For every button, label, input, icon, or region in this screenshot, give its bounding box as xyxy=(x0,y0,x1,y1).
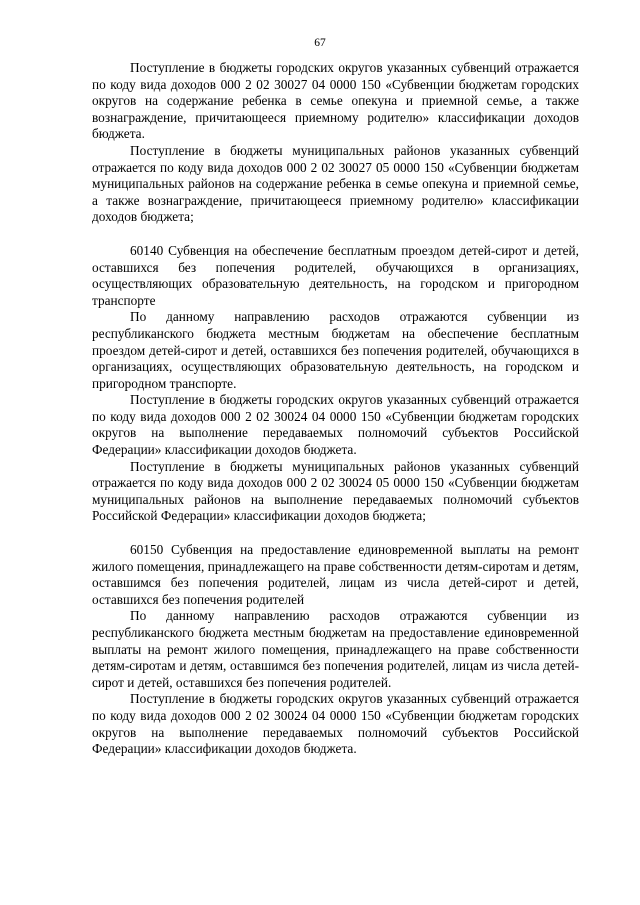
paragraph-spacer xyxy=(92,525,579,542)
paragraph-4: По данному направлению расходов отражаются субвенции из республиканского бюджета местным бюджетам на обеспечение бесплатным проездом детей-сирот и детей, оставшихся без попечения родителей, обучающихся в организациях, осуществляющих образовательную деятельность, на городском и пригородном транспорте. xyxy=(92,309,579,391)
paragraph-8: По данному направлению расходов отражаются субвенции из республиканского бюджета местным бюджетам на предоставление единовременной выплаты на ремонт жилого помещения, принадлежащего на праве собственности детям-сиротам и детям, оставшимся без попечения родителей, лицам из числа детей-сирот и детей, оставшихся без попечения родителей. xyxy=(92,608,579,690)
paragraph-spacer xyxy=(92,226,579,243)
paragraph-2: Поступление в бюджеты муниципальных районов указанных субвенций отражается по коду вида доходов 000 2 02 30027 05 0000 150 «Субвенции бюджетам муниципальных районов на содержание ребенка в семье опекуна и приемной семье, а также вознаграждение, причитающееся приемному родителю» классификации доходов бюджета; xyxy=(92,142,579,225)
page-number: 67 xyxy=(314,37,326,49)
paragraph-5: Поступление в бюджеты городских округов указанных субвенций отражается по коду вида доходов 000 2 02 30024 04 0000 150 «Субвенции бюджетам городских округов на выполнение передаваемых полномочий субъектов Российской Федерации» классификации доходов бюджета. xyxy=(92,392,579,458)
paragraph-1: Поступление в бюджеты городских округов указанных субвенций отражается по коду вида доходов 000 2 02 30027 04 0000 150 «Субвенции бюджетам городских округов на содержание ребенка в семье опекуна и приемной семье, а также вознаграждение, причитающееся приемному родителю» классификации доходов бюджета. xyxy=(92,60,579,142)
section-heading-60150: 60150 Субвенция на предоставление единовременной выплаты на ремонт жилого помещения, принадлежащего на праве собственности детям-сиротам и детям, оставшимся без попечения родителей, лицам из числа детей-сирот и детей, оставшихся без попечения родителей xyxy=(92,542,579,607)
document-body xyxy=(92,60,579,758)
section-heading-60140: 60140 Субвенция на обеспечение бесплатным проездом детей-сирот и детей, оставшихся без попечения родителей, обучающихся в организациях, осуществляющих образовательную деятельность, на городском и пригородном транспорте xyxy=(92,242,579,308)
paragraph-6: Поступление в бюджеты муниципальных районов указанных субвенций отражается по коду вида доходов 000 2 02 30024 05 0000 150 «Субвенции бюджетам муниципальных районов на выполнение передаваемых полномочий субъектов Российской Федерации» классификации доходов бюджета; xyxy=(92,458,579,524)
paragraph-9: Поступление в бюджеты городских округов указанных субвенций отражается по коду вида доходов 000 2 02 30024 04 0000 150 «Субвенции бюджетам городских округов на выполнение передаваемых полномочий субъектов Российской Федерации» классификации доходов бюджета. xyxy=(92,691,579,757)
